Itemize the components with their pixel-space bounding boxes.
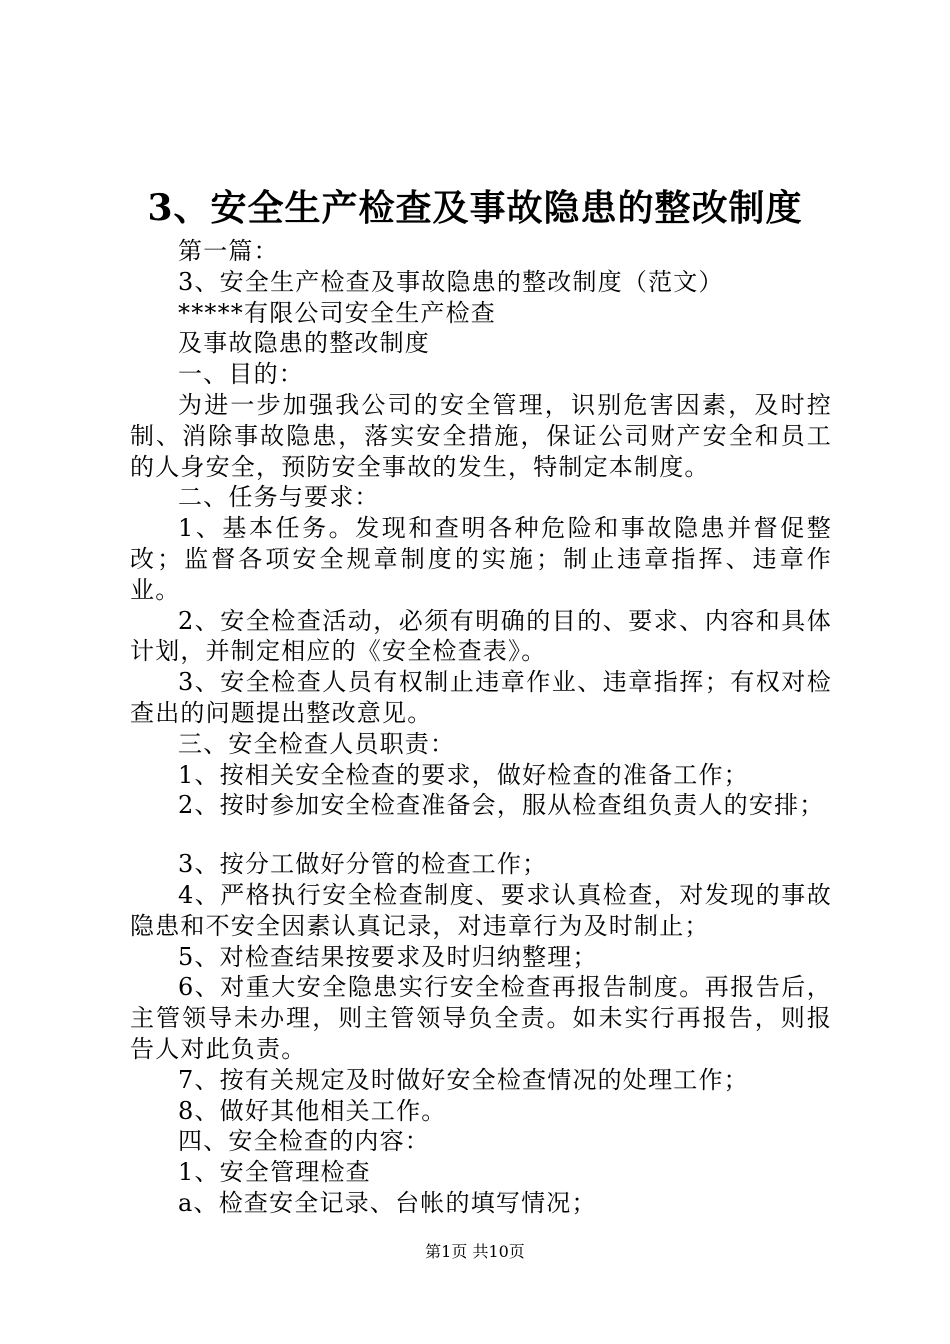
paragraph: 三、安全检查人员职责： <box>178 729 456 758</box>
document-body <box>130 236 832 1219</box>
paragraph: 4、严格执行安全检查制度、要求认真检查，对发现的事故隐患和不安全因素认真记录，对违章行为及时制止； <box>130 880 832 940</box>
paragraph: 1、按相关安全检查的要求，做好检查的准备工作； <box>178 760 749 789</box>
paragraph: 3、安全检查人员有权制止违章作业、违章指挥；有权对检查出的问题提出整改意见。 <box>130 668 832 727</box>
paragraph: 第一篇： <box>178 237 279 265</box>
paragraph: 1、安全管理检查 <box>178 1158 371 1187</box>
page-indicator: 第1页 共10页 <box>425 1242 525 1261</box>
paragraph: 2、按时参加安全检查准备会，服从检查组负责人的安排； <box>178 791 825 820</box>
paragraph: *****有限公司安全生产检查 <box>178 298 496 327</box>
paragraph: 5、对检查结果按要求及时归纳整理； <box>178 942 598 971</box>
paragraph: 6、对重大安全隐患实行安全检查再报告制度。再报告后，主管领导未办理，则主管领导负全责。如未实行再报告，则报告人对此负责。 <box>130 973 832 1063</box>
paragraph: a、检查安全记录、台帐的填写情况； <box>178 1188 597 1217</box>
document-title: 3、安全生产检查及事故隐患的整改制度 <box>147 187 803 229</box>
paragraph: 1、基本任务。发现和查明各种危险和事故隐患并督促整改；监督各项安全规章制度的实施；制止违章指挥、违章作业。 <box>130 514 832 604</box>
paragraph: 7、按有关规定及时做好安全检查情况的处理工作； <box>178 1065 749 1094</box>
paragraph: 3、安全生产检查及事故隐患的整改制度（范文） <box>178 267 724 296</box>
paragraph: 一、目的： <box>178 360 304 389</box>
paragraph: 四、安全检查的内容： <box>178 1127 430 1156</box>
paragraph: 为进一步加强我公司的安全管理，识别危害因素，及时控制、消除事故隐患，落实安全措施，保证公司财产安全和员工的人身安全，预防安全事故的发生，特制定本制度。 <box>130 390 832 481</box>
paragraph: 及事故隐患的整改制度 <box>178 329 430 358</box>
paragraph: 3、按分工做好分管的检查工作； <box>178 850 548 879</box>
paragraph: 8、做好其他相关工作。 <box>178 1096 447 1125</box>
paragraph: 2、安全检查活动，必须有明确的目的、要求、内容和具体计划，并制定相应的《安全检查表》。 <box>130 606 832 666</box>
paragraph: 二、任务与要求： <box>178 483 380 512</box>
